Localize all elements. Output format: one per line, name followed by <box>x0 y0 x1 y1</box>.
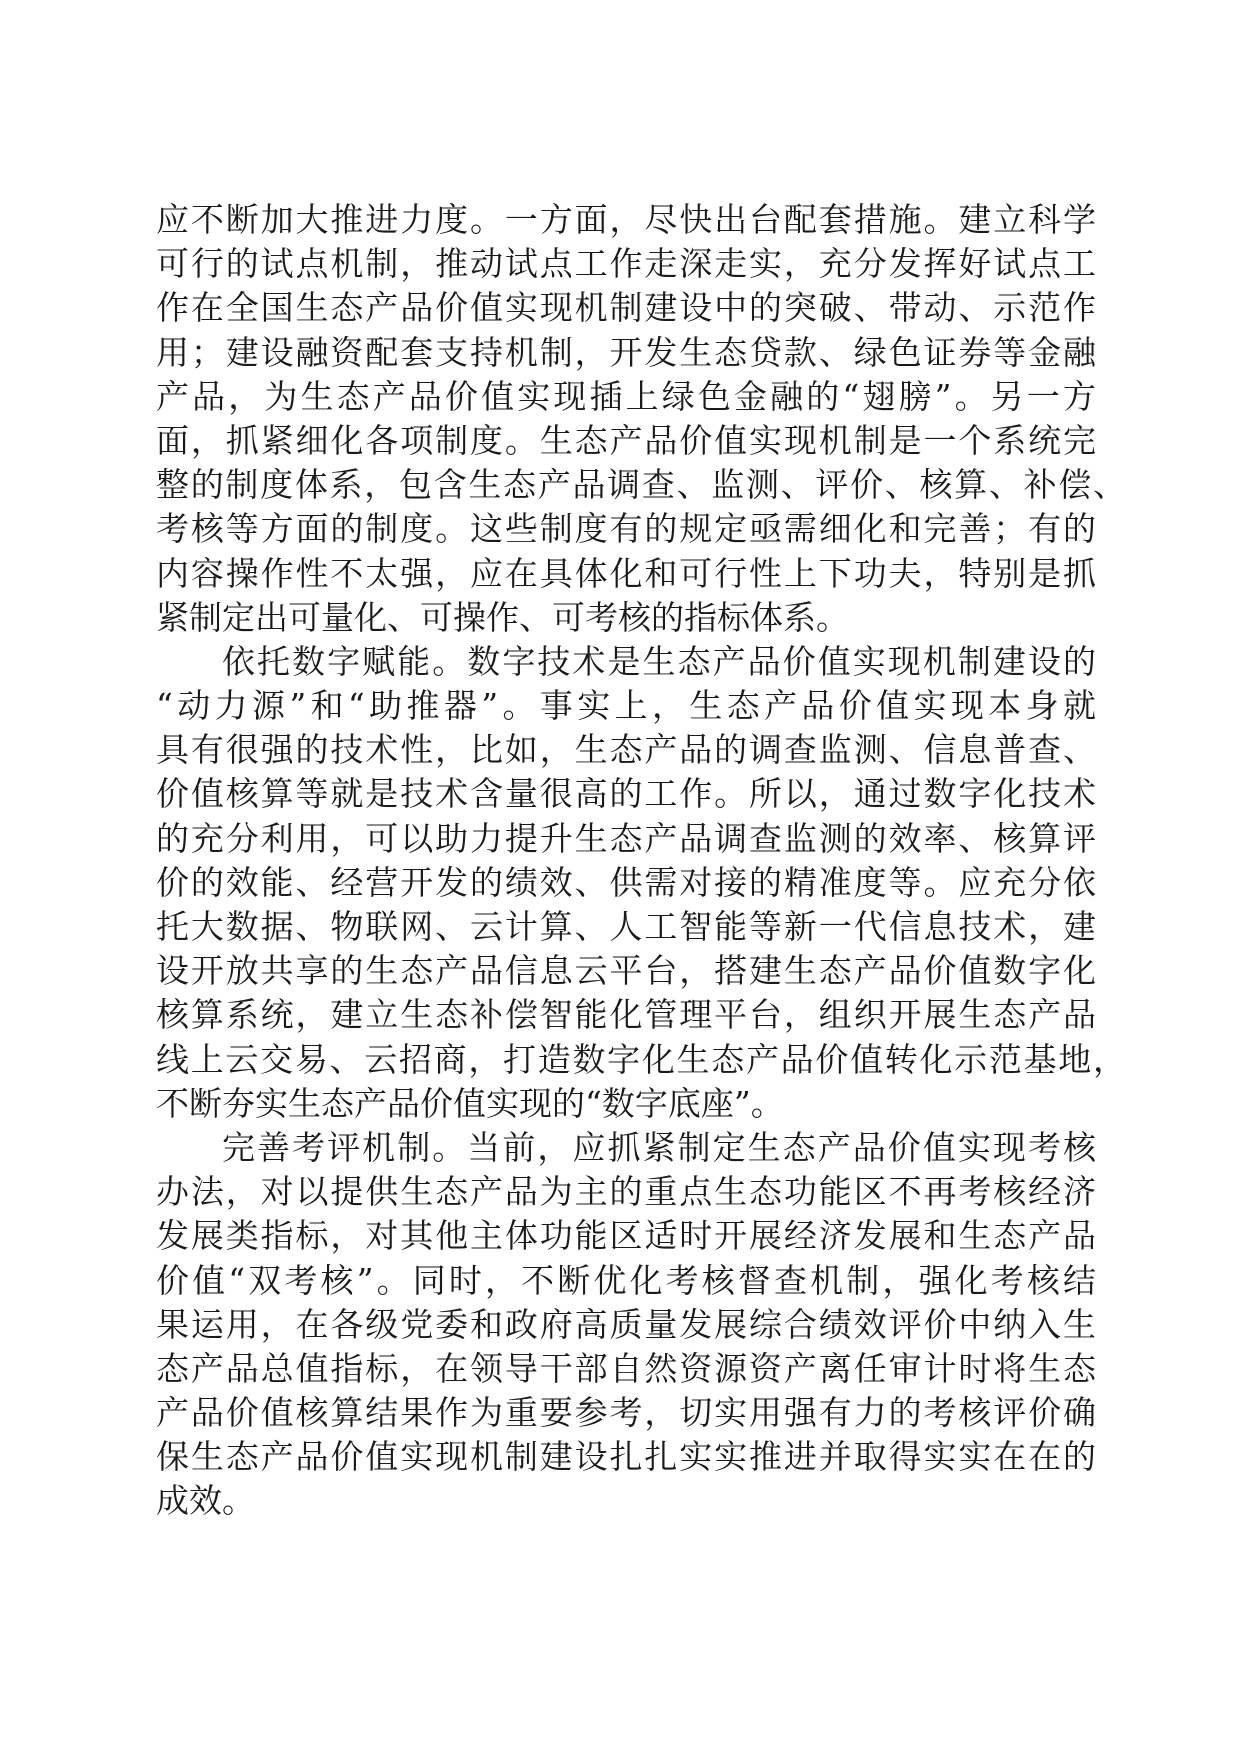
paragraph-1 <box>156 198 1126 640</box>
text-line: 的充分利用，可以助力提升生态产品调查监测的效率、核算评 <box>156 818 1096 858</box>
text-line: “动力源”和“助推器”。事实上，生态产品价值实现本身就 <box>156 686 1096 726</box>
text-line: 应不断加大推进力度。一方面，尽快出台配套措施。建立科学 <box>156 200 1096 239</box>
text-line: 成效。 <box>156 1481 255 1521</box>
text-line: 作在全国生态产品价值实现机制建设中的突破、带动、示范作 <box>156 288 1096 328</box>
text-line: 产品，为生态产品价值实现插上绿色金融的“翅膀”。另一方 <box>156 376 1096 416</box>
paragraph-2 <box>156 640 1126 1126</box>
text-line: 价值核算等就是技术含量很高的工作。所以，通过数字化技术 <box>156 774 1096 814</box>
text-line: 发展类指标，对其他主体功能区适时开展经济发展和生态产品 <box>156 1216 1096 1256</box>
text-line: 设开放共享的生态产品信息云平台，搭建生态产品价值数字化 <box>156 951 1096 991</box>
text-line: 价的效能、经营开发的绩效、供需对接的精准度等。应充分依 <box>156 862 1096 902</box>
text-line: 不断夯实生态产品价值实现的“数字底座”。 <box>156 1083 784 1123</box>
text-line: 价值“双考核”。同时，不断优化考核督查机制，强化考核结 <box>156 1260 1096 1300</box>
text-line: 果运用，在各级党委和政府高质量发展综合绩效评价中纳入生 <box>156 1304 1096 1344</box>
text-line: 核算系统，建立生态补偿智能化管理平台，组织开展生态产品 <box>156 995 1096 1035</box>
text-line: 整的制度体系，包含生态产品调查、监测、评价、核算、补偿、 <box>156 465 1126 505</box>
text-line: 产品价值核算结果作为重要参考，切实用强有力的考核评价确 <box>156 1393 1096 1433</box>
text-line: 可行的试点机制，推动试点工作走深走实，充分发挥好试点工 <box>156 244 1096 284</box>
text-line: 完善考评机制。当前，应抓紧制定生态产品价值实现考核 <box>222 1127 1096 1167</box>
text-line: 考核等方面的制度。这些制度有的规定亟需细化和完善；有的 <box>156 509 1096 549</box>
text-line: 保生态产品价值实现机制建设扎扎实实推进并取得实实在在的 <box>156 1437 1096 1477</box>
text-line: 托大数据、物联网、云计算、人工智能等新一代信息技术，建 <box>156 907 1096 946</box>
text-line: 态产品总值指标，在领导干部自然资源资产离任审计时将生态 <box>156 1348 1096 1388</box>
document-body <box>156 198 1126 1524</box>
text-line: 具有很强的技术性，比如，生态产品的调查监测、信息普查、 <box>156 730 1096 770</box>
paragraph-3 <box>156 1126 1096 1524</box>
text-line: 紧制定出可量化、可操作、可考核的指标体系。 <box>156 597 849 637</box>
text-line: 依托数字赋能。数字技术是生态产品价值实现机制建设的 <box>222 641 1096 681</box>
text-line: 面，抓紧细化各项制度。生态产品价值实现机制是一个系统完 <box>156 420 1096 460</box>
text-line: 办法，对以提供生态产品为主的重点生态功能区不再考核经济 <box>156 1172 1096 1212</box>
text-line: 内容操作性不太强，应在具体化和可行性上下功夫，特别是抓 <box>156 553 1096 593</box>
text-line: 用；建设融资配套支持机制，开发生态贷款、绿色证券等金融 <box>156 332 1096 372</box>
text-line: 线上云交易、云招商，打造数字化生态产品价值转化示范基地， <box>156 1039 1126 1079</box>
